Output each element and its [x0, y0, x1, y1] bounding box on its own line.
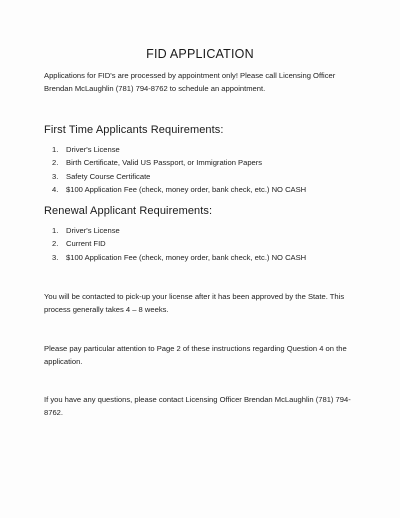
list-item	[52, 156, 306, 169]
list-item-text: Current FID	[66, 239, 106, 249]
page-title: FID APPLICATION	[146, 47, 254, 61]
list-item-text: Driver's License	[66, 226, 120, 235]
renewal-list	[52, 224, 306, 264]
list-item-number: 1.	[52, 226, 59, 235]
list-item-number: 2.	[52, 158, 59, 168]
first-time-heading: First Time Applicants Requirements:	[44, 124, 224, 136]
list-item-text: Driver's License	[66, 145, 120, 154]
questions-note: If you have any questions, please contact Licensing Officer Brendan McLaughlin (781) 794-8762.	[44, 395, 351, 418]
list-item-text: $100 Application Fee (check, money order, bank check, etc.) NO CASH	[66, 252, 307, 262]
list-item	[52, 237, 306, 250]
list-item	[52, 183, 306, 196]
list-item-number: 4.	[52, 185, 59, 195]
list-item-text: Safety Course Certificate	[66, 171, 151, 181]
list-item-number: 2.	[52, 239, 59, 249]
list-item-number: 3.	[52, 252, 59, 262]
list-item-text: $100 Application Fee (check, money order, bank check, etc.) NO CASH	[66, 185, 307, 195]
contact-note: You will be contacted to pick-up your license after it has been approved by the State. This process generally takes 4 – 8 weeks.	[44, 292, 345, 315]
list-item-number: 3.	[52, 171, 59, 181]
list-item	[52, 143, 306, 156]
renewal-heading: Renewal Applicant Requirements:	[44, 205, 213, 217]
intro-paragraph: Applications for FID's are processed by appointment only! Please call Licensing Officer Brendan McLaughlin (781) 794-8762 to schedule an appointment.	[44, 71, 336, 94]
list-item	[52, 224, 306, 237]
first-time-list	[52, 143, 306, 197]
attention-note: Please pay particular attention to Page 2 of these instructions regarding Question 4 on the application.	[44, 344, 347, 367]
list-item-number: 1.	[52, 145, 59, 154]
list-item	[52, 170, 306, 183]
list-item-text: Birth Certificate, Valid US Passport, or Immigration Papers	[66, 158, 263, 168]
list-item	[52, 251, 306, 264]
